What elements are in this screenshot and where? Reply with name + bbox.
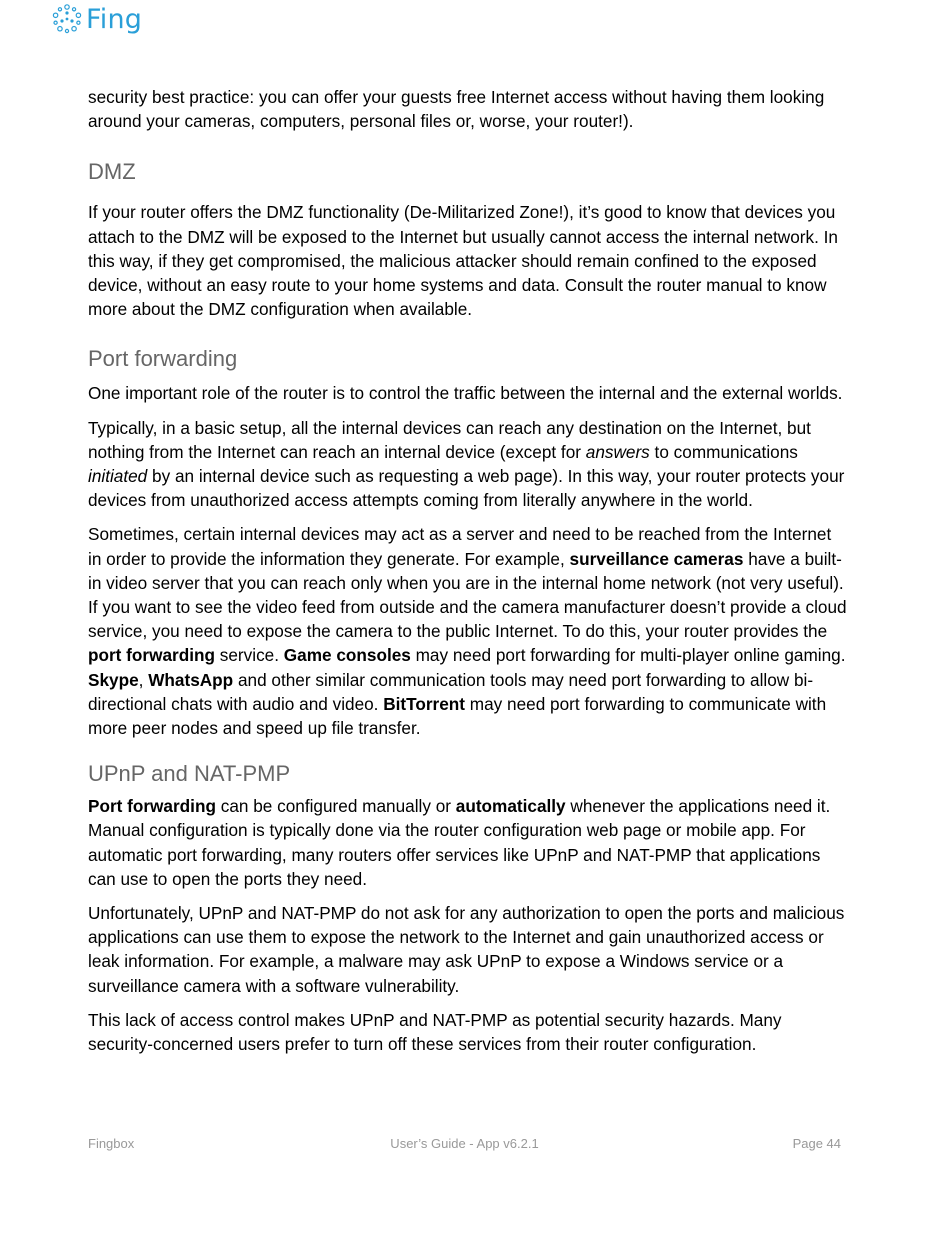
port-forwarding-heading: Port forwarding [88, 346, 238, 372]
upnp-paragraph-3: This lack of access control makes UPnP and NAT-PMP as potential security hazards. Many security-concerned users prefer to turn off these services from their router configuration. [88, 1009, 782, 1055]
dmz-heading: DMZ [88, 159, 136, 185]
page-content [88, 85, 848, 1066]
bold-bittorrent: BitTorrent [383, 693, 466, 714]
bold-game-consoles: Game consoles [283, 645, 411, 666]
page-footer [88, 1136, 841, 1154]
bold-automatically: automatically [455, 796, 566, 817]
fing-logo-text: Fing [86, 3, 143, 35]
fing-logo-icon [52, 4, 82, 34]
bold-whatsapp: WhatsApp [148, 669, 234, 690]
emphasis-initiated: initiated [88, 466, 148, 487]
bold-skype: Skype [88, 669, 139, 690]
upnp-paragraph-2: Unfortunately, UPnP and NAT-PMP do not ask for any authorization to open the ports and malicious applications can use them to expose the network to the Internet and gain unauthorized access or leak information. For example, a malware may ask UPnP to expose a Windows service or a surveillance camera with a software vulnerability. [88, 903, 845, 996]
dmz-paragraph: If your router offers the DMZ functionality (De-Militarized Zone!), it’s good to know that devices you attach to the DMZ will be exposed to the Internet but usually cannot access the internal network. In this way, if they get compromised, the malicious attacker should remain confined to the exposed device, without an easy route to your home systems and data. Consult the router manual to know more about the DMZ configuration when available. [88, 202, 838, 320]
upnp-paragraph-1: Port forwarding can be configured manually or automatically whenever the applications need it. Manual configuration is typically done via the router configuration web page or mobile app. For automatic port forwarding, many routers offer services like UPnP and NAT-PMP that applications can use to open the ports they need. [88, 796, 831, 889]
footer-guide-version: User’s Guide - App v6.2.1 [390, 1136, 539, 1151]
emphasis-answers: answers [585, 441, 650, 462]
fing-logo [52, 2, 142, 36]
bold-surveillance-cameras: surveillance cameras [569, 548, 744, 569]
footer-page-number: Page 44 [792, 1136, 841, 1151]
port-forwarding-paragraph-3: Sometimes, certain internal devices may act as a server and need to be reached from the Internet in order to provide the information they generate. For example, surveillance cameras have a built-in video server that you can reach only when you are in the internal home network (not very useful). If you want to see the video feed from outside and the camera manufacturer doesn’t provide a cloud service, you need to expose the camera to the public Internet. To do this, your router provides the port forwarding service. Game consoles may need port forwarding for multi-player online gaming. Skype, WhatsApp and other similar communication tools may need port forwarding to allow bi-directional chats with audio and video. BitTorrent may need port forwarding to communicate with more peer nodes and speed up file transfer. [88, 524, 847, 739]
intro-paragraph: security best practice: you can offer your guests free Internet access without having them looking around your cameras, computers, personal files or, worse, your router!). [88, 87, 825, 132]
footer-product: Fingbox [88, 1136, 135, 1151]
port-forwarding-paragraph-1: One important role of the router is to control the traffic between the internal and the external worlds. [88, 383, 843, 404]
upnp-heading: UPnP and NAT-PMP [88, 761, 291, 787]
bold-port-forwarding: port forwarding [88, 645, 215, 666]
bold-port-forwarding-2: Port forwarding [88, 796, 216, 817]
port-forwarding-paragraph-2: Typically, in a basic setup, all the internal devices can reach any destination on the Internet, but nothing from the Internet can reach an internal device (except for answers to communications initiated by an internal device such as requesting a web page). In this way, your router protects your devices from unauthorized access attempts coming from literally anywhere in the world. [88, 417, 845, 511]
